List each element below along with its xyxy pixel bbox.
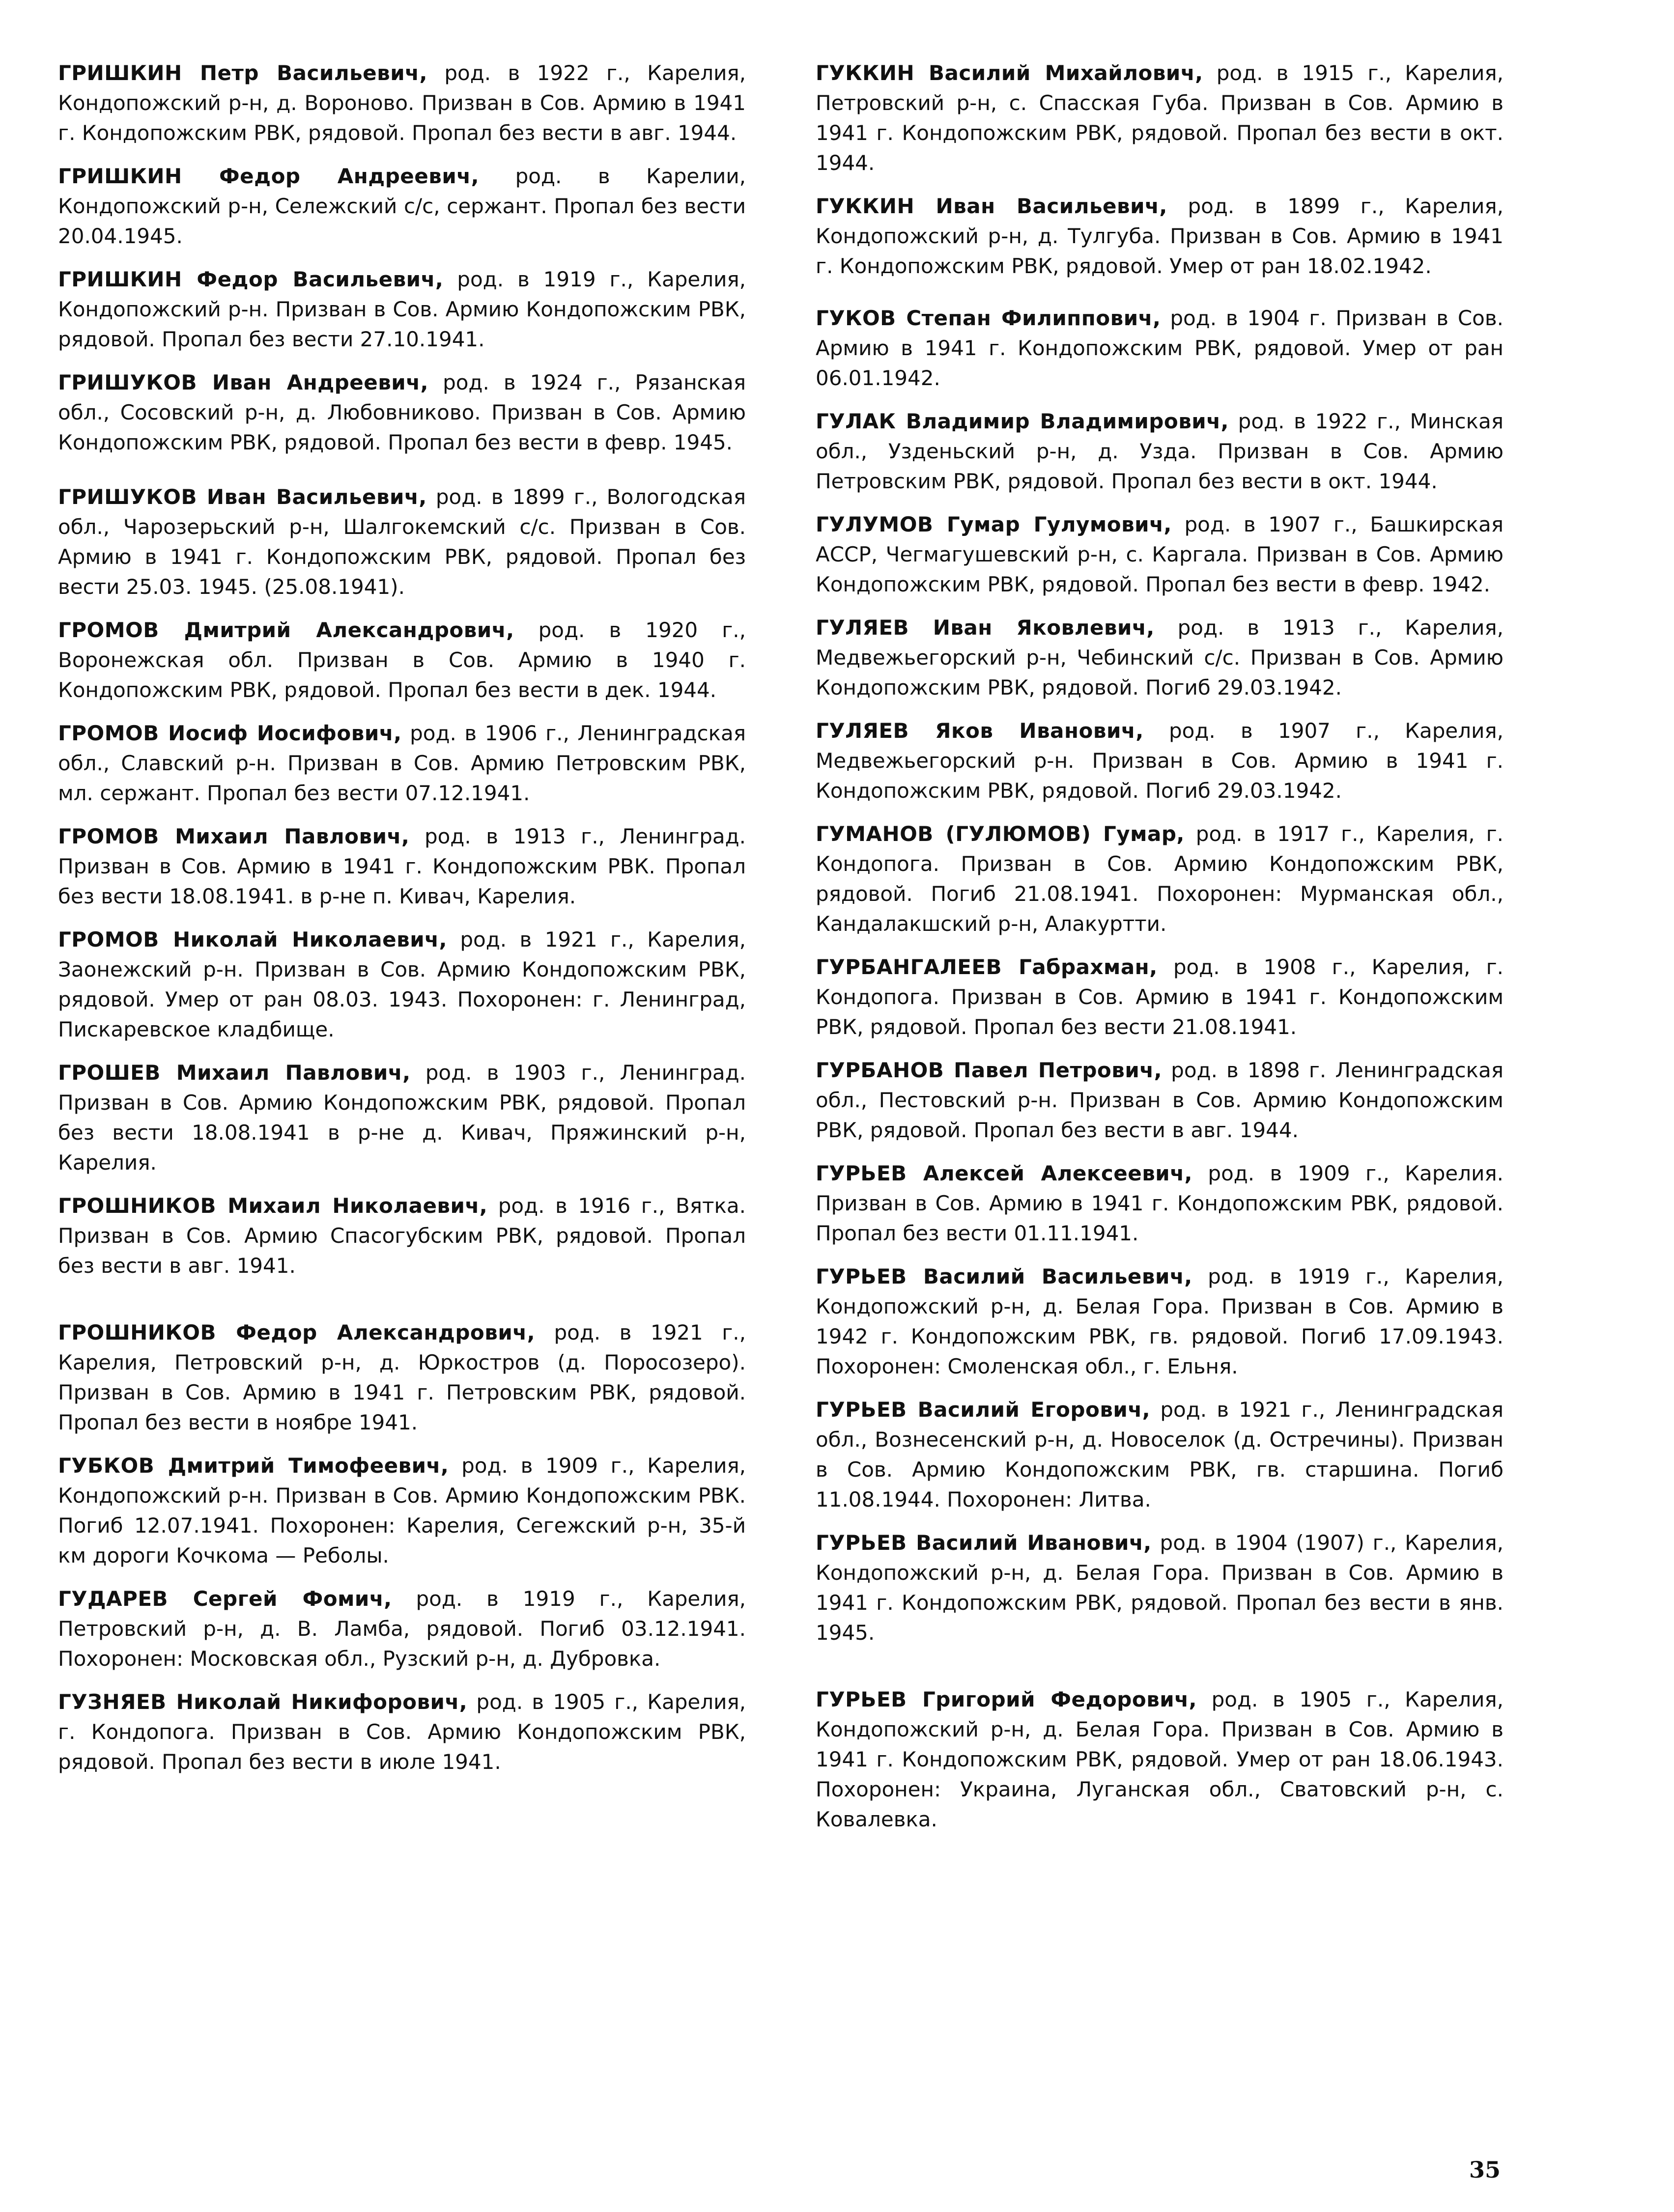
entry-name: ГРОМОВ Иосиф Иосифович, — [58, 721, 402, 745]
entry-name: ГРОШЕВ Михаил Павлович, — [58, 1061, 411, 1085]
entry-text: род. в 1909 г., Карелия. Призван в Сов. Армию в 1941 г. Кондопожским РВК, рядовой. Пропал без вести 01.11.1941. — [816, 1161, 1504, 1245]
entry-groshnikov-fedor — [58, 1317, 746, 1437]
entry-name: ГУРЬЕВ Василий Егорович, — [816, 1398, 1151, 1422]
entry-text: род. в 1920 г., Воронежская обл. Призван в Сов. Армию в 1940 г. Кондопожским РВК, рядовой. Пропал без вести в дек. 1944. — [58, 618, 746, 702]
entry-text: род. в 1904 г. Призван в Сов. Армию в 1941 г. Кондопожским РВК, рядовой. Умер от ран 06.01.1942. — [816, 306, 1504, 390]
entry-name: ГУРБАНГАЛЕЕВ Габрахман, — [816, 955, 1158, 979]
entry-gurev-aleksey — [816, 1158, 1504, 1248]
entry-gurev-vasiliy-ivanovich — [816, 1528, 1504, 1648]
entry-grishukov-ivan-vasilevich — [58, 482, 746, 602]
entry-name: ГРОШНИКОВ Федор Александрович, — [58, 1320, 536, 1344]
entry-gurbangaleev-gabrakhman — [816, 952, 1504, 1042]
entry-text: род. в Карелии, Кондопожский р-н, Сележский с/с, сержант. Пропал без вести 20.04.1945. — [58, 164, 746, 248]
entry-name: ГУРЬЕВ Григорий Федорович, — [816, 1687, 1197, 1711]
entry-text: род. в 1898 г. Ленинградская обл., Пестовский р-н. Призван в Сов. Армию Кондопожским РВК, рядовой. Пропал без вести в авг. 1944. — [816, 1058, 1504, 1142]
entry-name: ГРОШНИКОВ Михаил Николаевич, — [58, 1194, 488, 1218]
entry-gurev-vasiliy-vasilevich — [816, 1261, 1504, 1381]
entry-grishukov-ivan-andreevich — [58, 367, 746, 457]
right-column — [816, 58, 1504, 1848]
entry-text: род. в 1919 г., Карелия, Кондопожский р-н, д. Белая Гора. Призван в Сов. Армию в 1942 г. Кондопожским РВК, гв. рядовой. Погиб 17.09.1943. Похоронен: Смоленская обл., г. Ельня. — [816, 1264, 1504, 1378]
entry-name: ГРИШУКОВ Иван Андреевич, — [58, 370, 429, 394]
entry-text: род. в 1909 г., Карелия, Кондопожский р-н. Призван в Сов. Армию Кондопожским РВК. Погиб 12.07.1941. Похоронен: Карелия, Сегежский р-н, 35-й км дороги Кочкома — Реболы. — [58, 1454, 746, 1568]
entry-text: род. в 1922 г., Минская обл., Узденьский р-н, д. Узда. Призван в Сов. Армию Петровским РВК, рядовой. Пропал без вести в окт. 1944. — [816, 409, 1504, 493]
entry-gudarev-sergey — [58, 1584, 746, 1674]
entry-text: род. в 1915 г., Карелия, Петровский р-н, с. Спасская Губа. Призван в Сов. Армию в 1941 г. Кондопожским РВК, рядовой. Пропал без вести в окт. 1944. — [816, 61, 1504, 175]
entry-text: род. в 1917 г., Карелия, г. Кондопога. Призван в Сов. Армию Кондопожским РВК, рядовой. Погиб 21.08.1941. Похоронен: Мурманская обл., Кандалакшский р-н, Алакуртти. — [816, 822, 1504, 936]
entry-text: род. в 1921 г., Карелия, Заонежский р-н. Призван в Сов. Армию Кондопожским РВК, рядовой. Умер от ран 08.03. 1943. Похоронен: г. Ленинград, Пискаревское кладбище. — [58, 927, 746, 1041]
entry-text: род. в 1907 г., Башкирская АССР, Чегмагушевский р-н, с. Каргала. Призван в Сов. Армию Кондопожским РВК, рядовой. Пропал без вести в февр. 1942. — [816, 512, 1504, 596]
entry-name: ГРИШУКОВ Иван Васильевич, — [58, 485, 427, 509]
entry-gromov-iosif — [58, 718, 746, 808]
entry-name: ГРОМОВ Дмитрий Александрович, — [58, 618, 514, 642]
entry-name: ГУРЬЕВ Василий Васильевич, — [816, 1264, 1192, 1288]
entry-groshnikov-mikhail — [58, 1191, 746, 1281]
entry-gulak-vladimir — [816, 406, 1504, 496]
entry-gromov-dmitriy — [58, 615, 746, 705]
entry-gukkin-vasiliy — [816, 58, 1504, 178]
entry-text: род. в 1908 г., Карелия, г. Кондопога. Призван в Сов. Армию в 1941 г. Кондопожским РВК, рядовой. Пропал без вести 21.08.1941. — [816, 955, 1504, 1039]
entry-text: род. в 1924 г., Рязанская обл., Сосовский р-н, д. Любовниково. Призван в Сов. Армию Кондопожским РВК, рядовой. Пропал без вести в февр. 1945. — [58, 370, 746, 454]
entry-guznyaev-nikolay — [58, 1687, 746, 1777]
entry-name: ГУРБАНОВ Павел Петрович, — [816, 1058, 1163, 1082]
entry-name: ГУРЬЕВ Алексей Алексеевич, — [816, 1161, 1192, 1185]
entry-gromov-nikolay — [58, 924, 746, 1044]
entry-text: род. в 1905 г., Карелия, г. Кондопога. Призван в Сов. Армию Кондопожским РВК, рядовой. Пропал без вести в июле 1941. — [58, 1690, 746, 1774]
entry-text: род. в 1907 г., Карелия, Медвежьегорский р-н. Призван в Сов. Армию в 1941 г. Кондопожским РВК, рядовой. Погиб 29.03.1942. — [816, 719, 1504, 803]
entry-text: род. в 1899 г., Карелия, Кондопожский р-н, д. Тулгуба. Призван в Сов. Армию в 1941 г. Кондопожским РВК, рядовой. Умер от ран 18.02.1942. — [816, 194, 1504, 278]
entry-gulumov-gumar — [816, 509, 1504, 599]
entry-gurev-vasiliy-egorovich — [816, 1395, 1504, 1514]
entry-name: ГУЛЯЕВ Яков Иванович, — [816, 719, 1144, 743]
entry-name: ГРИШКИН Петр Васильевич, — [58, 61, 427, 85]
entry-name: ГРОМОВ Михаил Павлович, — [58, 824, 410, 848]
left-column — [58, 58, 746, 1790]
entry-text: род. в 1919 г., Карелия, Петровский р-н, д. В. Ламба, рядовой. Погиб 03.12.1941. Похоронен: Московская обл., Рузский р-н, д. Дубровка. — [58, 1587, 746, 1671]
entry-text: род. в 1922 г., Карелия, Кондопожский р-н, д. Вороново. Призван в Сов. Армию в 1941 г. Кондопожским РВК, рядовой. Пропал без вести в авг. 1944. — [58, 61, 746, 145]
entry-name: ГУЛАК Владимир Владимирович, — [816, 409, 1229, 433]
entry-name: ГУРЬЕВ Василий Иванович, — [816, 1531, 1152, 1555]
entry-gulyaev-yakov — [816, 716, 1504, 806]
entry-name: ГУБКОВ Дмитрий Тимофеевич, — [58, 1454, 449, 1478]
entry-grishkin-fedor-andreevich — [58, 161, 746, 251]
entry-text: род. в 1913 г., Ленинград. Призван в Сов. Армию в 1941 г. Кондопожским РВК. Пропал без вести 18.08.1941. в р-не п. Кивач, Карелия. — [58, 824, 746, 908]
entry-name: ГУЛЯЕВ Иван Яковлевич, — [816, 616, 1155, 640]
entry-gurbanov-pavel — [816, 1055, 1504, 1145]
entry-name: ГУМАНОВ (ГУЛЮМОВ) Гумар, — [816, 822, 1185, 846]
entry-text: род. в 1906 г., Ленинградская обл., Славский р-н. Призван в Сов. Армию Петровским РВК, мл. сержант. Пропал без вести 07.12.1941. — [58, 721, 746, 805]
entry-name: ГУККИН Василий Михайлович, — [816, 61, 1203, 85]
entry-text: род. в 1921 г., Карелия, Петровский р-н, д. Юркостров (д. Поросозеро). Призван в Сов. Армию в 1941 г. Петровским РВК, рядовой. Пропал без вести в ноябре 1941. — [58, 1320, 746, 1434]
entry-text: род. в 1919 г., Карелия, Кондопожский р-н. Призван в Сов. Армию Кондопожским РВК, рядовой. Пропал без вести 27.10.1941. — [58, 267, 746, 351]
entry-name: ГУККИН Иван Васильевич, — [816, 194, 1167, 218]
entry-gumanov-gumar — [816, 819, 1504, 939]
entry-text: род. в 1903 г., Ленинград. Призван в Сов. Армию Кондопожским РВК, рядовой. Пропал без вести 18.08.1941 в р-не д. Кивач, Пряжинский р-н, Карелия. — [58, 1061, 746, 1175]
entry-grishkin-petr — [58, 58, 746, 148]
entry-text: род. в 1913 г., Карелия, Медвежьегорский р-н, Чебинский с/с. Призван в Сов. Армию Кондопожским РВК, рядовой. Погиб 29.03.1942. — [816, 616, 1504, 700]
page-number: 35 — [1469, 2156, 1501, 2183]
entry-name: ГУЗНЯЕВ Николай Никифорович, — [58, 1690, 468, 1714]
entry-name: ГУДАРЕВ Сергей Фомич, — [58, 1587, 392, 1611]
entry-gukov-stepan — [816, 303, 1504, 393]
entry-gulyaev-ivan — [816, 613, 1504, 702]
entry-grishkin-fedor-vasilevich — [58, 264, 746, 354]
entry-gurev-grigoriy — [816, 1684, 1504, 1834]
entry-text: род. в 1916 г., Вятка. Призван в Сов. Армию Спасогубским РВК, рядовой. Пропал без вести в авг. 1941. — [58, 1194, 746, 1278]
entry-name: ГРОМОВ Николай Николаевич, — [58, 927, 447, 952]
entry-text: род. в 1905 г., Карелия, Кондопожский р-н, д. Белая Гора. Призван в Сов. Армию в 1941 г. Кондопожским РВК, рядовой. Умер от ран 18.06.1943. Похоронен: Украина, Луганская обл., Сватовский р-н, с. Ковалевка. — [816, 1687, 1504, 1831]
entry-name: ГРИШКИН Федор Андреевич, — [58, 164, 480, 188]
entry-name: ГРИШКИН Федор Васильевич, — [58, 267, 444, 291]
entry-text: род. в 1904 (1907) г., Карелия, Кондопожский р-н, д. Белая Гора. Призван в Сов. Армию в 1941 г. Кондопожским РВК, рядовой. Пропал без вести в янв. 1945. — [816, 1531, 1504, 1645]
entry-gubkov-dmitriy — [58, 1451, 746, 1570]
entry-gromov-mikhail — [58, 821, 746, 911]
entry-groshev-mikhail — [58, 1058, 746, 1177]
entry-text: род. в 1921 г., Ленинградская обл., Вознесенский р-н, д. Новоселок (д. Остречины). Призван в Сов. Армию Кондопожским РВК, гв. старшина. Погиб 11.08.1944. Похоронен: Литва. — [816, 1398, 1504, 1512]
entry-text: род. в 1899 г., Вологодская обл., Чарозерьский р-н, Шалгокемский с/с. Призван в Сов. Армию в 1941 г. Кондопожским РВК, рядовой. Пропал без вести 25.03. 1945. (25.08.1941). — [58, 485, 746, 599]
entry-name: ГУЛУМОВ Гумар Гулумович, — [816, 512, 1172, 536]
entry-name: ГУКОВ Степан Филиппович, — [816, 306, 1161, 330]
entry-gukkin-ivan — [816, 191, 1504, 281]
